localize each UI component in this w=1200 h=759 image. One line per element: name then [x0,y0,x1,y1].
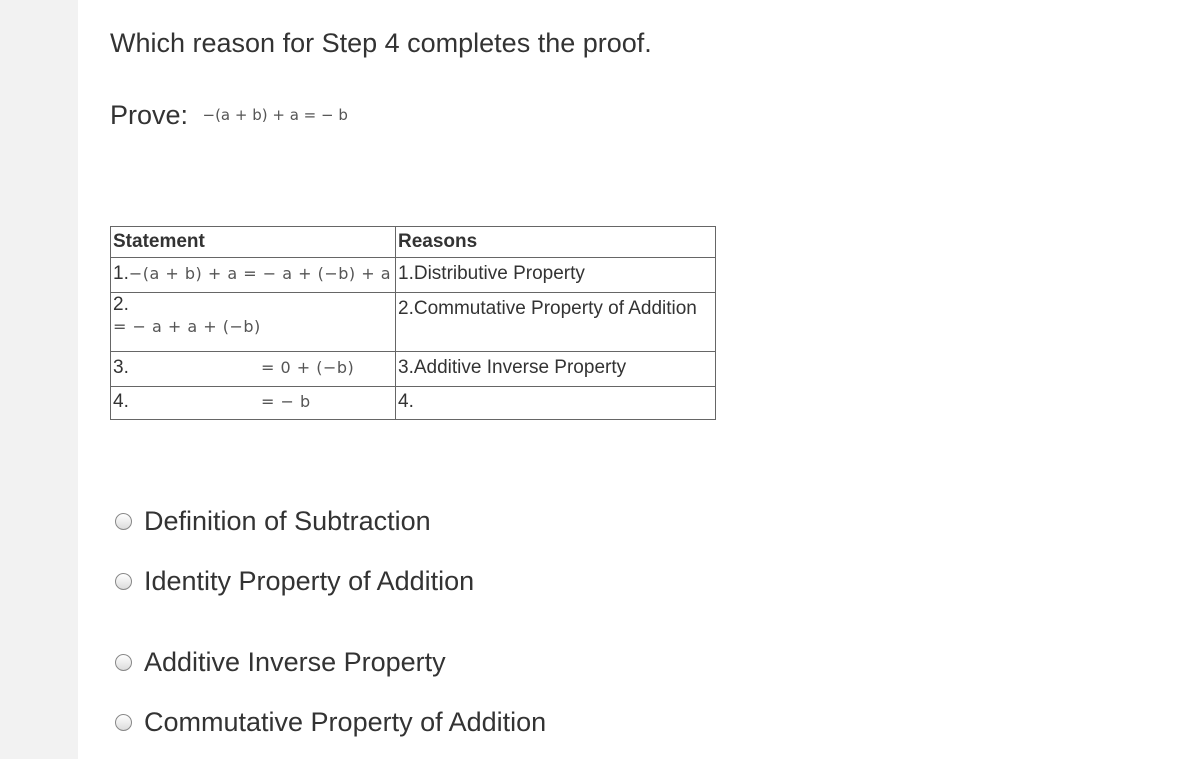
reason-text: 4. [398,391,414,412]
statement-expression: = − b [261,392,311,411]
answer-option-additive-inverse-property[interactable] [115,647,446,678]
prove-expression: −(a + b) + a = − b [202,106,348,124]
table-header-row [111,227,716,258]
reason-text: 3.Additive Inverse Property [398,357,627,378]
step-number: 1. [113,263,129,284]
table-row [111,352,716,387]
table-row [111,293,716,352]
statement-expression: −(a + b) + a = − a + (−b) + a [128,264,392,283]
radio-button[interactable] [115,573,132,590]
statement-cell [111,387,396,420]
option-label[interactable]: Additive Inverse Property [144,647,446,677]
radio-button[interactable] [115,654,132,671]
prove-line [110,100,348,131]
step-number: 4. [113,391,129,412]
statement-expression: = − a + a + (−b) [113,317,261,336]
reason-cell [396,258,716,293]
statement-cell [111,258,396,293]
option-label[interactable]: Definition of Subtraction [144,506,431,536]
reason-cell [396,387,716,420]
question-text: Which reason for Step 4 completes the proof. [110,28,652,58]
statement-header: Statement [111,227,396,258]
answer-option-commutative-property-of-addition[interactable] [115,707,546,738]
radio-button[interactable] [115,714,132,731]
reason-text: 1.Distributive Property [398,263,585,284]
radio-button[interactable] [115,513,132,530]
reasons-header: Reasons [396,227,716,258]
table-row [111,387,716,420]
option-label[interactable]: Commutative Property of Addition [144,707,547,737]
statement-cell [111,293,396,352]
answer-option-definition-of-subtraction[interactable] [115,506,431,537]
statement-cell [111,352,396,387]
reason-text: 2.Commutative Property of Addition [398,298,697,319]
option-label[interactable]: Identity Property of Addition [144,566,475,596]
answer-option-identity-property-of-addition[interactable] [115,566,474,597]
statement-expression: = 0 + (−b) [261,358,355,377]
reason-cell [396,293,716,352]
step-number: 2. [113,294,129,315]
table-row [111,258,716,293]
proof-table [110,226,716,420]
reason-cell [396,352,716,387]
step-number: 3. [113,357,129,378]
prove-label: Prove: [110,100,189,130]
